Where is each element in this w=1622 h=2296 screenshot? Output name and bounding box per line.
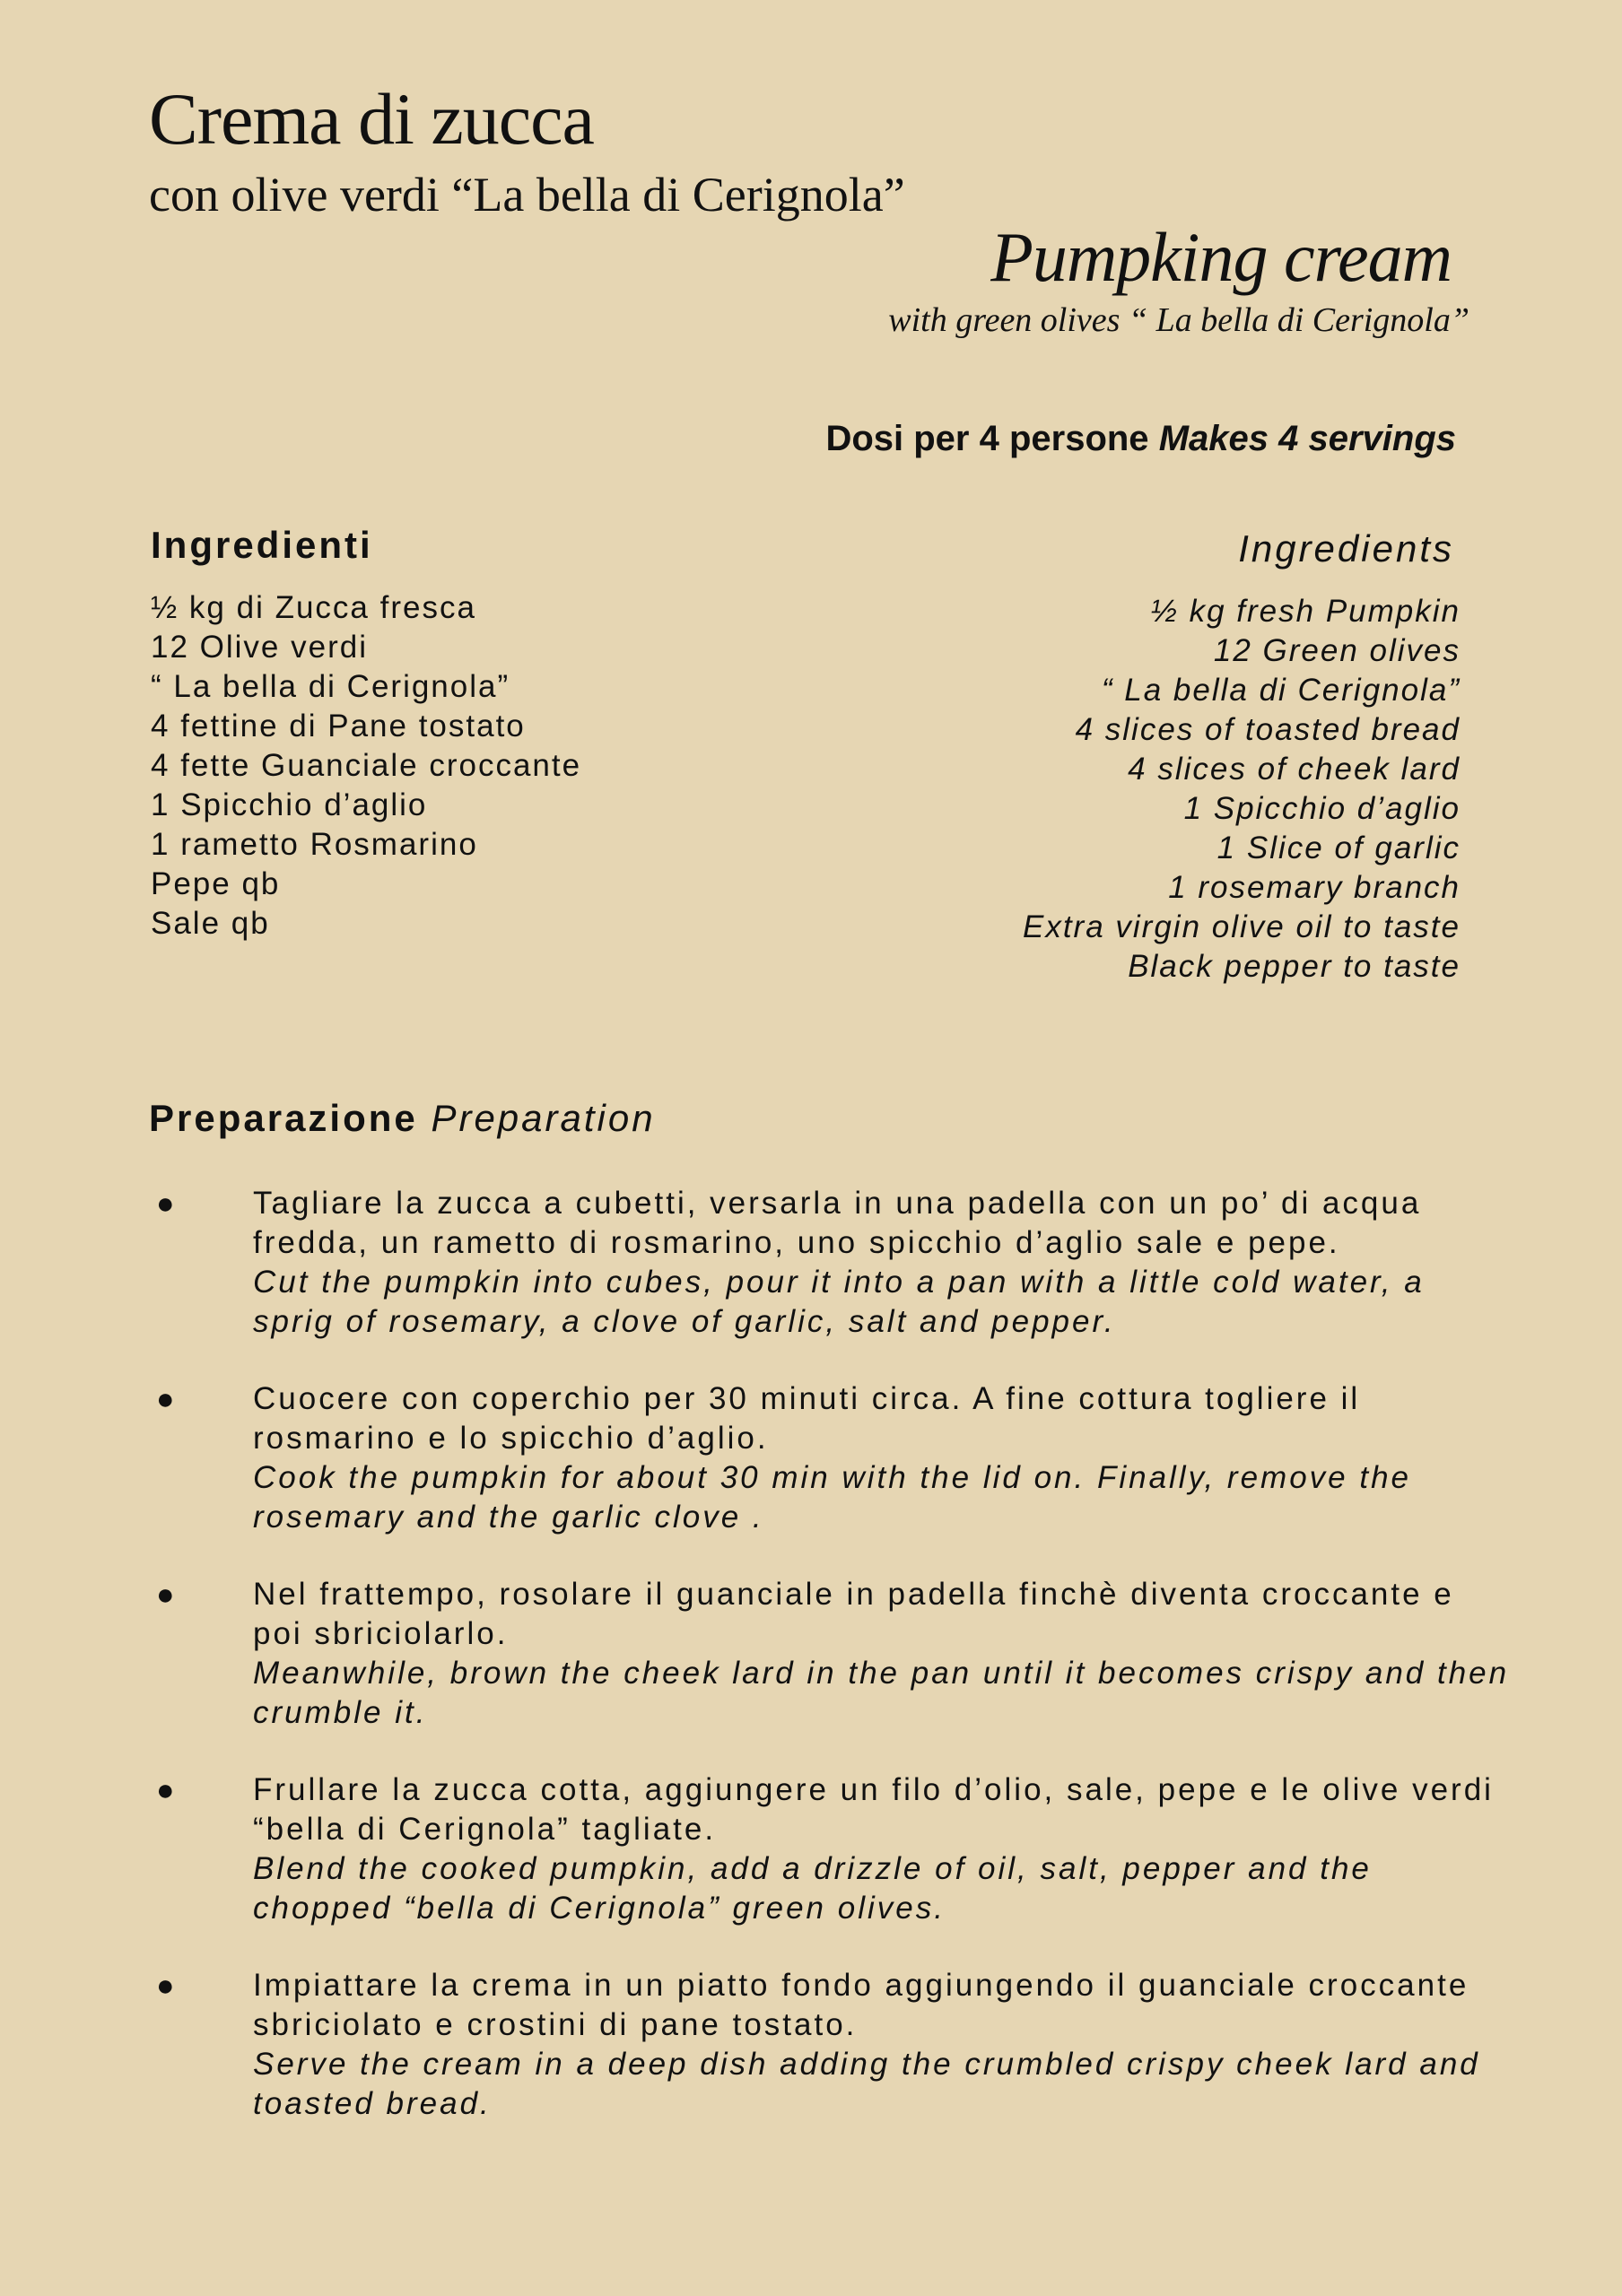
ingredient-item: Sale qb [151, 906, 270, 941]
ingredient-item: 1 Spicchio d’aglio [1183, 791, 1461, 826]
step-text-english: Meanwhile, brown the cheek lard in the pan until it becomes crispy and then crumble it. [253, 1656, 1510, 1730]
ingredient-item: ½ kg fresh Pumpkin [1150, 594, 1461, 629]
step-text-english: Cut the pumpkin into cubes, pour it into a pan with a little cold water, a sprig of rosemary, a clove of garlic, salt and pepper. [253, 1265, 1425, 1339]
preparation-step [149, 1966, 1513, 2124]
preparation-step [149, 1184, 1513, 1342]
ingredient-item: 1 rosemary branch [1168, 870, 1461, 905]
step-text-italian: Impiattare la crema in un piatto fondo aggiungendo il guanciale croccante sbriciolato e crostini di pane tostato. [253, 1968, 1469, 2042]
ingredient-item: “ La bella di Cerignola” [1101, 673, 1461, 708]
ingredient-item: 1 rametto Rosmarino [151, 827, 478, 862]
bullet-icon: ● [156, 1773, 178, 1807]
recipe-title-italian: Crema di zucca [149, 78, 594, 160]
ingredient-item: 12 Green olives [1213, 633, 1461, 668]
ingredient-item: 1 Slice of garlic [1216, 831, 1461, 865]
bullet-icon: ● [156, 1578, 178, 1612]
preparation-step [149, 1575, 1513, 1733]
step-text-english: Serve the cream in a deep dish adding the crumbled crispy cheek lard and toasted bread. [253, 2047, 1480, 2121]
recipe-subtitle-english: with green olives “ La bella di Cerignola” [888, 301, 1469, 339]
ingredient-item: “ La bella di Cerignola” [151, 669, 510, 704]
preparation-steps [149, 1184, 1513, 2161]
step-text-italian: Nel frattempo, rosolare il guanciale in padella finchè diventa croccante e poi sbriciolarlo. [253, 1577, 1454, 1651]
servings-line [825, 419, 1456, 459]
bullet-icon: ● [156, 1969, 178, 2003]
preparation-heading-english: Preparation [431, 1097, 656, 1139]
servings-english: Makes 4 servings [1158, 419, 1456, 458]
ingredient-item: 4 fettine di Pane tostato [151, 709, 526, 744]
recipe-title-english: Pumpking cream [990, 218, 1452, 296]
ingredient-item: Extra virgin olive oil to taste [1022, 909, 1461, 944]
step-text-italian: Tagliare la zucca a cubetti, versarla in una padella con un po’ di acqua fredda, un rametto di rosmarino, uno spicchio d’aglio sale e pepe. [253, 1186, 1422, 1260]
step-text-italian: Frullare la zucca cotta, aggiungere un filo d’olio, sale, pepe e le olive verdi “bella di Cerignola” tagliate. [253, 1772, 1494, 1847]
step-text-english: Blend the cooked pumpkin, add a drizzle of oil, salt, pepper and the chopped “bella di Cerignola” green olives. [253, 1851, 1372, 1926]
ingredient-item: Pepe qb [151, 866, 281, 901]
ingredient-item: 12 Olive verdi [151, 630, 368, 665]
ingredient-item: 4 fette Guanciale croccante [151, 748, 582, 783]
ingredients-list-english [1023, 592, 1461, 987]
preparation-heading-italian: Preparazione [149, 1097, 418, 1139]
step-text-english: Cook the pumpkin for about 30 min with the lid on. Finally, remove the rosemary and the garlic clove . [253, 1460, 1412, 1535]
ingredient-item: ½ kg di Zucca fresca [151, 590, 476, 625]
ingredients-list-italian [151, 588, 581, 944]
step-text-italian: Cuocere con coperchio per 30 minuti circa. A fine cottura togliere il rosmarino e lo spicchio d’aglio. [253, 1381, 1361, 1456]
preparation-step [149, 1379, 1513, 1537]
bullet-icon: ● [156, 1187, 178, 1221]
ingredients-heading-italian: Ingredienti [151, 524, 373, 566]
ingredient-item: 4 slices of cheek lard [1128, 752, 1461, 787]
servings-italian: Dosi per 4 persone [825, 419, 1149, 458]
preparation-step [149, 1770, 1513, 1928]
bullet-icon: ● [156, 1382, 178, 1416]
recipe-subtitle-italian: con olive verdi “La bella di Cerignola” [149, 168, 905, 222]
preparation-heading [149, 1097, 656, 1140]
ingredients-heading-english: Ingredients [1238, 527, 1454, 570]
ingredient-item: 1 Spicchio d’aglio [151, 787, 428, 822]
ingredient-item: 4 slices of toasted bread [1075, 712, 1461, 747]
ingredient-item: Black pepper to taste [1128, 949, 1461, 984]
